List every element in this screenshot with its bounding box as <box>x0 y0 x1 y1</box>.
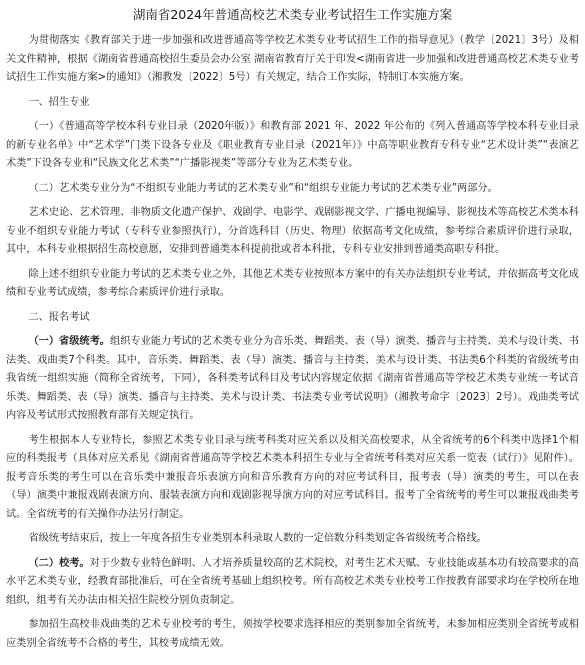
document-title: 湖南省2024年普通高校艺术类专业考试招生工作实施方案 <box>132 7 453 22</box>
section1-paragraph-4: 除上述不组织专业能力考试的艺术类专业之外，其他艺术类专业按照本方案中的有关办法组织专业考试，并依据高考文化成绩和专业考试成绩，参考综合素质评价进行录取。 <box>6 268 579 298</box>
section2-paragraph-5: 参加招生高校非戏曲类的艺术专业校考的考生，须按学校要求选择相应的类别参加全省统考，未参加相应类别全省统考或相应类别全省统考不合格的考生，其校考成绩无效。 <box>6 619 579 649</box>
school-exam-lead: （二）校考。 <box>28 557 90 569</box>
provincial-exam-lead: （一）省级统考。 <box>28 336 111 347</box>
section1-paragraph-2: （二）艺术类专业分为“不组织专业能力考试的艺术类专业”和“组织专业能力考试的艺术类专业”两部分。 <box>28 182 498 194</box>
school-exam-text: 对于少数专业特色鲜明、人才培养质量较高的艺术院校，对考生艺术天赋、专业技能或基本功有较高要求的高水平艺术类专业，经教育部批准后，可在全省统考基础上组织校考。所有高校艺术类专业校考工作按教育部要求均在学校所在地组织，组考有关办法由相关招生院校分别负责制定。 <box>6 557 580 606</box>
section-heading-2: 二、报名考试 <box>28 311 90 323</box>
section2-paragraph-3: 省级统考结束后，按上一年度各招生专业类别本科录取人数的一定倍数分科类划定各省级统考合格线。 <box>28 533 487 544</box>
provincial-exam-text: 组织专业能力考试的艺术类专业分为音乐类、舞蹈类、表（导）演类、播音与主持类、美术与设计类、书法类、戏曲类7个科类。其中，音乐类、舞蹈类、表（导）演类、播音与主持类、美术与设计类、书法类6个科类的省级统考由我省统一组织实施（简称全省统考，下同），各科类考试科目及考试内容规定依据《湖南省普通高等学校艺术类专业统一考试音乐类、舞蹈类、表（导）演类、播音与主持类、美术与设计类、书法类专业考试说明》（湘教考命字〔2023〕2号）。戏曲类考试内容及考试形式按照教育部有关规定执行。 <box>6 336 580 421</box>
section2-paragraph-4 <box>6 555 579 611</box>
section2-paragraph-2: 考生根据本人专业特长，参照艺术类专业目录与统考科类对应关系以及相关高校要求，从全省统考的6个科类中选择1个相应的科类报考（具体对应关系见《湖南省普通高等学校艺术类本科招生专业与全省统考科类对应关系一览表（试行）》见附件）。报考音乐类的考生可以在音乐类中兼报音乐表演方向和音乐教育方向的对应考试科目，报考表（导）演类的考生，可以在表（导）演类中兼报戏剧表演方向、服装表演方向和戏剧影视导演方向的对应考试科目。报考了全省统考的考生可以兼报戏曲类考试。全省统考的有关操作办法另行制定。 <box>6 434 579 520</box>
section1-paragraph-1: （一）《普通高等学校本科专业目录（2020年版）》和教育部 2021 年、2022 年公布的《列入普通高等学校本科专业目录的新专业名单》中“艺术学”门类下设各专业及《职业教育专业目录（2021年）》中高等职业教育专科专业“艺术设计类”“表演艺术类”下设各专业和“民族文化艺术类”“广播影视类”等部分专业为艺术类专业。 <box>6 121 579 169</box>
section1-paragraph-3: 艺术史论、艺术管理、非物质文化遗产保护、戏剧学、电影学、戏剧影视文学、广播电视编导、影视技术等高校艺术类本科专业不组织专业能力考试（专科专业参照执行），分首选科目（历史、物理）依据高考文化成绩，参考综合素质评价进行录取，其中，本科专业根据招生高校意愿，安排到普通类本科提前批或者本科批，专科专业安排到普通类高职专科批。 <box>6 207 579 255</box>
section2-paragraph-1 <box>6 333 579 426</box>
section-heading-1: 一、招生专业 <box>28 96 90 108</box>
intro-paragraph: 为贯彻落实《教育部关于进一步加强和改进普通高等学校艺术类专业考试招生工作的指导意见》（教学〔2021〕3号）及相关文件精神，根据《湖南省普通高校招生委员会办公室 湖南省教育厅关于印发<湖南省进一步加强和改进普通高校艺术类专业考试招生工作实施方案>的通知》（湘教发〔2022〕5号）有关规定，结合工作实际，特制订本实施方案。 <box>6 35 579 83</box>
